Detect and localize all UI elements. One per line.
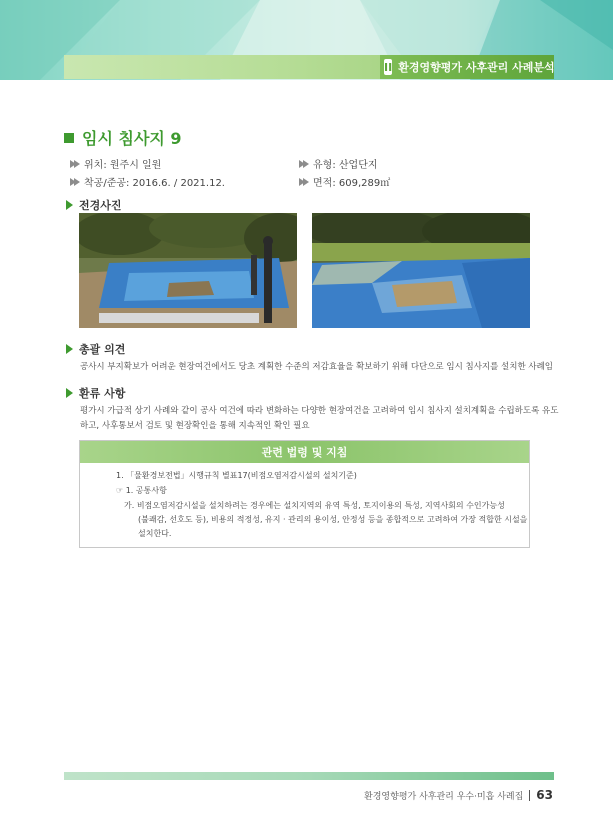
opinion-heading-text: 총괄 의견: [79, 343, 126, 356]
page-number: 63: [536, 788, 553, 802]
header-title-box: [380, 55, 554, 79]
double-arrow-icon: [70, 160, 80, 168]
law-box-header: 관련 법령 및 지침: [80, 441, 529, 463]
opinion-text: 공사시 부지확보가 어려운 현장여건에서도 당초 계획한 수준의 저감효율을 확보하기 위해 다단으로 임시 침사지를 설치한 사례임: [80, 362, 554, 372]
info-type: [299, 156, 378, 171]
double-arrow-icon: [70, 178, 80, 186]
site-photo-2: [312, 213, 530, 328]
feedback-line-1: 평가시 가급적 상기 사례와 같이 공사 여건에 따라 변화하는 다양한 현장여건을 고려하여 임시 침사지 설치계획을 수립하도록 유도: [80, 406, 559, 416]
info-location: [70, 156, 161, 171]
law-item-3-line-1: 가. 비점오염저감시설을 설치하려는 경우에는 설치지역의 유역 특성, 토지이용의 특성, 지역사회의 수인가능성: [124, 501, 505, 510]
feedback-heading: [66, 385, 125, 401]
triangle-bullet-icon: [66, 200, 73, 210]
section-heading: [64, 126, 182, 149]
site-photo-1: [79, 213, 297, 328]
footer-separator: [529, 790, 530, 801]
law-item-2: ☞ 1. 공통사항: [116, 486, 167, 495]
square-bullet-icon: [64, 133, 74, 143]
photos-heading-text: 전경사진: [79, 199, 122, 212]
location-text: 위치: 원주시 일원: [84, 160, 162, 171]
law-item-1: 1. 「물환경보전법」시행규칙 별표17(비점오염저감시설의 설치기준): [116, 471, 357, 480]
info-period: [70, 174, 225, 189]
type-text: 유형: 산업단지: [313, 160, 378, 171]
footer-title: 환경영향평가 사후관리 우수·미흡 사례집: [364, 791, 524, 802]
chapter-badge: II: [384, 60, 393, 74]
info-area: [299, 174, 390, 189]
double-arrow-icon: [299, 160, 309, 168]
period-text: 착공/준공: 2016.6. / 2021.12.: [84, 178, 225, 189]
header-title: 환경영향평가 사후관리 사례분석: [398, 61, 555, 74]
opinion-heading: [66, 341, 125, 357]
footer: [364, 788, 553, 802]
law-item-3-line-2: (불쾌감, 선호도 등), 비용의 적정성, 유지 · 관리의 용이성, 안정성 등을 종합적으로 고려하여 가장 적합한 시설을: [138, 515, 528, 524]
triangle-bullet-icon: [66, 388, 73, 398]
double-arrow-icon: [299, 178, 309, 186]
feedback-line-2: 하고, 사후통보서 검토 및 현장확인을 통해 지속적인 확인 필요: [80, 421, 310, 431]
area-text: 면적: 609,289㎡: [313, 178, 391, 189]
footer-band: [64, 772, 554, 780]
law-box: [79, 440, 530, 548]
triangle-bullet-icon: [66, 344, 73, 354]
section-title: 임시 침사지 9: [82, 129, 182, 148]
photos-heading: [66, 197, 122, 213]
law-item-3-line-3: 설치한다.: [138, 529, 172, 538]
feedback-heading-text: 환류 사항: [79, 387, 126, 400]
